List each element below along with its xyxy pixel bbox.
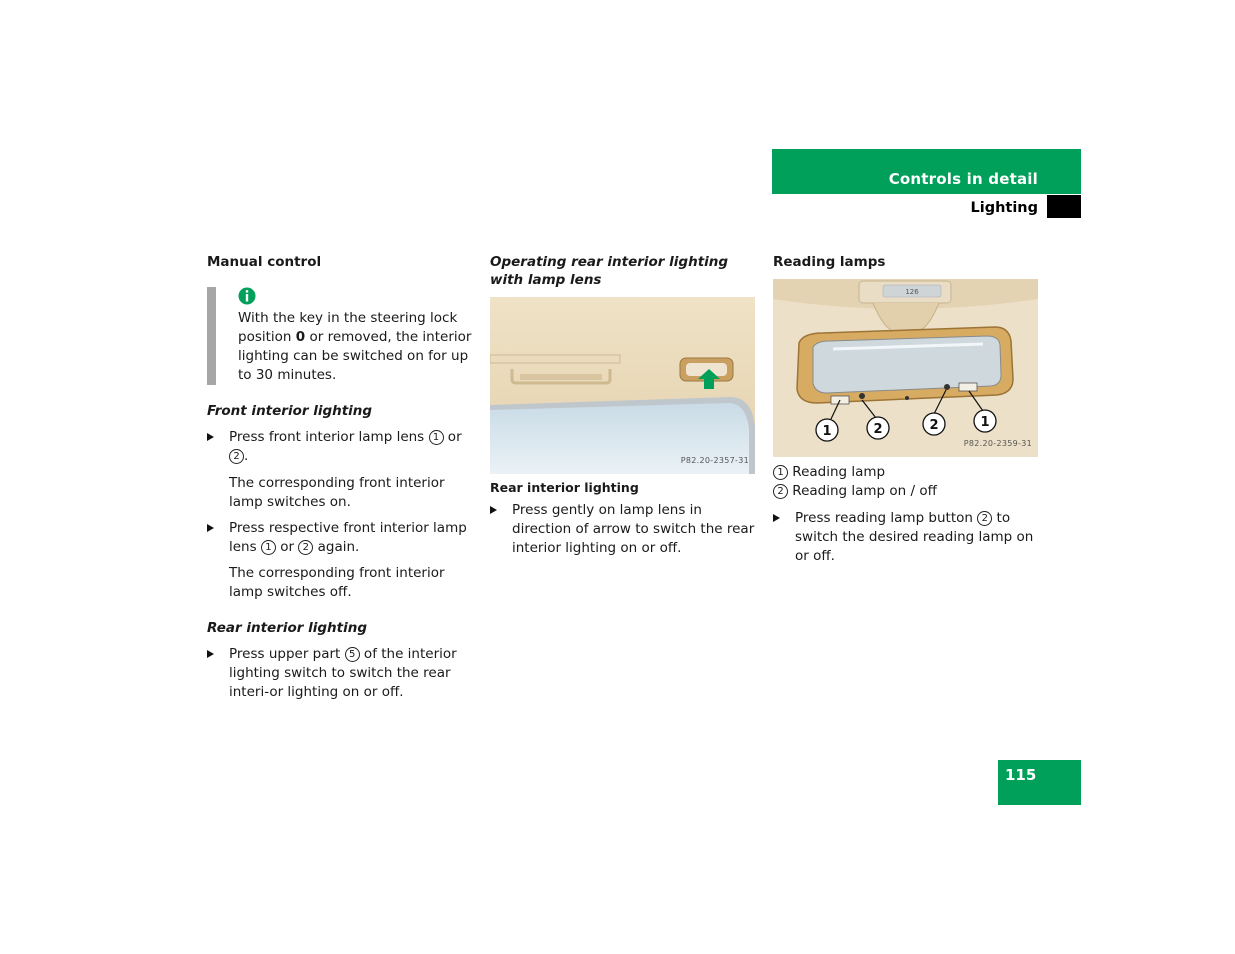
step-rear-lamp-lens: Press gently on lamp lens in direction of arrow to switch the rear interior lighting on or off. [490,501,755,558]
step-rear: Press upper part 5 of the interior lighting switch to switch the rear interi-or lighting on or off. [207,645,475,702]
column-rear-lamp-lens [490,253,755,558]
page-number: 115 [1005,766,1037,784]
column-reading-lamps [773,253,1043,566]
legend-item-reading-lamp-switch: 2 Reading lamp on / off [773,482,1043,501]
info-icon [238,287,256,305]
subsection-marker [1047,195,1081,218]
step-front-on: Press front interior lamp lens 1 or 2 . [207,428,475,466]
figure-rear-interior-lighting [490,297,755,474]
figure-reading-lamps [773,279,1038,457]
bullet-arrow-icon [207,650,214,658]
legend-item-reading-lamp: 1 Reading lamp [773,463,1043,482]
reading-lamp-illustration [773,279,1038,457]
info-note [207,287,475,385]
bullet-arrow-icon [207,433,214,441]
heading-reading-lamps: Reading lamps [773,254,886,270]
heading-front-interior: Front interior lighting [207,403,373,419]
figure-label-3: 2 [929,418,939,433]
heading-manual-control: Manual control [207,254,322,270]
column-manual-control [207,253,475,702]
figure-code: P82.20-2357-31 [680,456,749,465]
info-note-text: With the key in the steering lock position 0 or removed, the interior lighting can be switched on for up to 30 minutes. [238,310,472,383]
figure-label-1: 1 [822,424,832,439]
result-front-on: The corresponding front interior lamp switches on. [229,475,445,510]
result-front-off: The corresponding front interior lamp switches off. [229,565,445,600]
subsection-header [772,194,1081,218]
heading-rear-lamp-lens: Operating rear interior lighting with lamp lens [490,254,729,288]
section-header [772,149,1081,194]
step-front-off: Press respective front interior lamp lens 1 or 2 again. [207,519,475,557]
figure-label-4: 1 [980,415,990,430]
bullet-arrow-icon [773,514,780,522]
page-number-tab [998,760,1081,805]
figure-code: P82.20-2359-31 [963,439,1032,448]
subsection-title: Lighting [970,200,1038,216]
figure-caption: Rear interior lighting [490,480,639,495]
bullet-arrow-icon [490,506,497,514]
section-title: Controls in detail [888,170,1038,188]
step-reading-lamp: Press reading lamp button 2 to switch the desired reading lamp on or off. [773,509,1043,566]
mirror-display-readout: 126 [905,288,919,296]
rear-lamp-illustration [490,297,755,474]
heading-rear-interior: Rear interior lighting [207,620,367,636]
legend [773,463,1043,501]
figure-label-2: 2 [873,422,883,437]
bullet-arrow-icon [207,524,214,532]
